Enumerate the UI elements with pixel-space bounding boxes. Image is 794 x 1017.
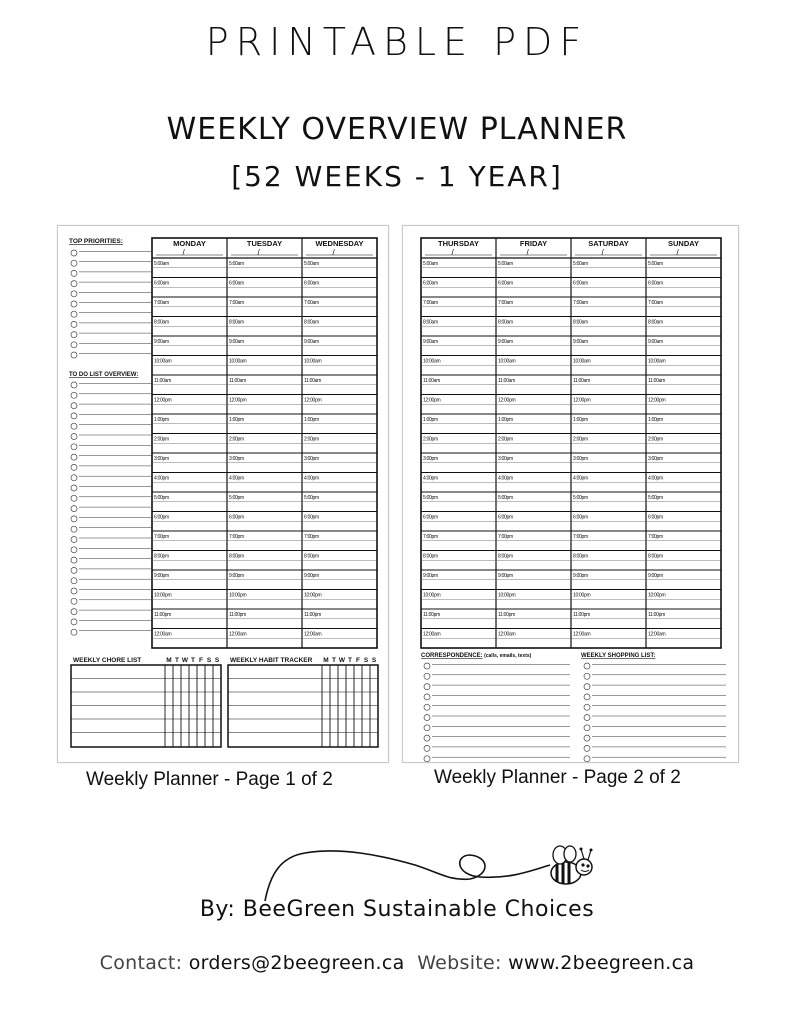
day-header: WEDNESDAY	[315, 239, 364, 248]
hour-label: 3:00pm	[648, 456, 663, 462]
checkbox-circle	[71, 485, 77, 491]
weekday-letter: S	[363, 657, 369, 664]
hour-label: 7:00am	[154, 300, 169, 306]
hour-label: 6:00am	[498, 280, 513, 287]
bee-icon	[551, 846, 593, 884]
checkbox-circle	[71, 250, 77, 256]
hour-label: 7:00pm	[154, 534, 169, 540]
hour-label: 2:00pm	[154, 436, 169, 443]
checkbox-circle	[71, 495, 77, 501]
hour-label: 5:00pm	[154, 495, 169, 501]
weekday-letter: T	[175, 657, 179, 664]
checkbox-circle	[71, 403, 77, 409]
day-header: SATURDAY	[588, 239, 629, 248]
checkbox-circle	[424, 663, 430, 669]
hour-label: 8:00pm	[229, 553, 244, 560]
hour-label: 11:00am	[304, 378, 321, 384]
hour-label: 12:00pm	[423, 397, 441, 404]
planner-title: WEEKLY OVERVIEW PLANNER	[166, 112, 628, 147]
hour-label: 10:00pm	[648, 592, 666, 599]
hour-label: 11:00pm	[498, 612, 515, 618]
weekday-letter: M	[323, 657, 329, 664]
checkbox-circle	[584, 756, 590, 762]
hour-label: 3:00pm	[229, 456, 244, 462]
hour-label: 2:00pm	[573, 436, 588, 443]
hour-label: 10:00am	[498, 358, 516, 365]
top-priorities-label: TOP PRIORITIES:	[69, 238, 123, 245]
date-slash: /	[601, 248, 604, 257]
hour-label: 1:00pm	[304, 417, 319, 423]
hour-label: 8:00am	[229, 319, 244, 326]
hour-label: 12:00am	[304, 631, 322, 638]
hour-label: 5:00pm	[304, 495, 319, 501]
habit-tracker-label: WEEKLY HABIT TRACKER	[230, 657, 313, 664]
weekday-letter: M	[166, 657, 172, 664]
hour-label: 8:00am	[154, 319, 169, 326]
day-header: THURSDAY	[438, 239, 479, 248]
hour-label: 6:00pm	[648, 514, 663, 521]
checkbox-circle	[424, 684, 430, 690]
hour-label: 1:00pm	[498, 417, 513, 423]
hour-label: 11:00am	[573, 378, 590, 384]
hour-label: 5:00am	[229, 261, 244, 267]
checkbox-circle	[71, 588, 77, 594]
weekday-letter: W	[181, 657, 189, 664]
hour-label: 8:00pm	[498, 553, 513, 560]
checkbox-circle	[584, 704, 590, 710]
hour-label: 6:00am	[154, 280, 169, 287]
hour-label: 6:00am	[423, 280, 438, 287]
checkbox-circle	[424, 704, 430, 710]
hour-label: 10:00pm	[423, 592, 441, 599]
checkbox-circle	[71, 332, 77, 338]
hour-label: 11:00pm	[648, 612, 665, 618]
checkbox-circle	[584, 735, 590, 741]
hour-label: 7:00pm	[498, 534, 513, 540]
checkbox-circle	[584, 745, 590, 751]
hour-label: 10:00pm	[154, 592, 172, 599]
hour-label: 7:00am	[498, 300, 513, 306]
hour-label: 6:00am	[229, 280, 244, 287]
hour-label: 10:00pm	[573, 592, 591, 599]
checkbox-circle	[71, 382, 77, 388]
hour-label: 5:00pm	[229, 495, 244, 501]
day-header: FRIDAY	[519, 239, 548, 248]
checkbox-circle	[584, 715, 590, 721]
hour-label: 6:00pm	[498, 514, 513, 521]
hour-label: 9:00pm	[423, 573, 438, 579]
hour-label: 8:00pm	[648, 553, 663, 560]
hour-label: 6:00am	[304, 280, 319, 287]
byline-name: BeeGreen Sustainable Choices	[242, 897, 595, 922]
checkbox-circle	[71, 464, 77, 470]
hour-label: 11:00pm	[229, 612, 246, 618]
hour-label: 5:00am	[423, 261, 438, 267]
hour-label: 11:00am	[648, 378, 665, 384]
hour-label: 10:00am	[573, 358, 591, 365]
hour-label: 11:00am	[423, 378, 440, 384]
checkbox-circle	[71, 475, 77, 481]
hour-label: 9:00pm	[229, 573, 244, 579]
hour-label: 11:00am	[229, 378, 246, 384]
checkbox-circle	[424, 735, 430, 741]
hour-label: 8:00am	[304, 319, 319, 326]
checkbox-circle	[71, 352, 77, 358]
checkbox-circle	[71, 423, 77, 429]
hour-label: 6:00pm	[573, 514, 588, 521]
checkbox-circle	[71, 578, 77, 584]
hour-label: 10:00am	[154, 358, 172, 365]
checkbox-circle	[71, 537, 77, 543]
page-1-caption: Weekly Planner - Page 1 of 2	[86, 769, 333, 790]
checkbox-circle	[71, 598, 77, 604]
hour-label: 3:00pm	[304, 456, 319, 462]
hour-label: 8:00am	[573, 319, 588, 326]
hour-label: 10:00pm	[498, 592, 516, 599]
hour-label: 6:00pm	[304, 514, 319, 521]
hour-label: 8:00am	[498, 319, 513, 326]
hour-label: 12:00am	[154, 631, 172, 638]
hour-label: 10:00am	[648, 358, 666, 365]
weekday-letter: T	[191, 657, 195, 664]
checkbox-circle	[71, 413, 77, 419]
hour-label: 11:00pm	[573, 612, 590, 618]
date-slash: /	[332, 248, 335, 257]
hour-label: 4:00pm	[229, 475, 244, 482]
hour-label: 12:00pm	[498, 397, 516, 404]
hour-label: 3:00pm	[423, 456, 438, 462]
hour-label: 7:00am	[423, 300, 438, 306]
hour-label: 10:00am	[229, 358, 247, 365]
hour-label: 10:00pm	[229, 592, 247, 599]
checkbox-circle	[71, 270, 77, 276]
hour-label: 10:00am	[423, 358, 441, 365]
hour-label: 4:00pm	[573, 475, 588, 482]
correspondence-label	[421, 653, 532, 659]
checkbox-circle	[71, 434, 77, 440]
hour-label: 9:00pm	[573, 573, 588, 579]
checkbox-circle	[71, 301, 77, 307]
hour-label: 12:00pm	[154, 397, 172, 404]
checkbox-circle	[71, 311, 77, 317]
hour-label: 1:00pm	[648, 417, 663, 423]
byline-prefix: By:	[199, 897, 236, 922]
hour-label: 1:00pm	[573, 417, 588, 423]
planner-page-1-grid	[58, 226, 388, 762]
contact-line	[0, 952, 794, 974]
page-2-caption: Weekly Planner - Page 2 of 2	[434, 767, 681, 788]
hour-label: 7:00am	[648, 300, 663, 306]
hour-label: 7:00pm	[648, 534, 663, 540]
hour-label: 9:00pm	[304, 573, 319, 579]
hour-label: 2:00pm	[498, 436, 513, 443]
hour-label: 9:00am	[423, 339, 438, 345]
bee-flight-path-icon	[250, 835, 610, 905]
hour-label: 5:00am	[304, 261, 319, 267]
weekday-letter: F	[199, 657, 203, 664]
hour-label: 12:00am	[648, 631, 666, 638]
hour-label: 6:00pm	[229, 514, 244, 521]
hour-label: 5:00am	[498, 261, 513, 267]
day-header: MONDAY	[173, 239, 206, 248]
hour-label: 5:00am	[648, 261, 663, 267]
checkbox-circle	[71, 609, 77, 615]
hour-label: 2:00pm	[229, 436, 244, 443]
website-url: www.2beegreen.ca	[508, 952, 695, 974]
hour-label: 5:00pm	[423, 495, 438, 501]
date-slash: /	[257, 248, 260, 257]
hour-label: 3:00pm	[498, 456, 513, 462]
checkbox-circle	[424, 745, 430, 751]
hour-label: 3:00pm	[154, 456, 169, 462]
todo-list-label: TO DO LIST OVERVIEW:	[69, 372, 139, 378]
hour-label: 12:00pm	[573, 397, 591, 404]
hour-label: 7:00am	[304, 300, 319, 306]
day-grid-frame	[152, 238, 377, 648]
hour-label: 1:00pm	[229, 417, 244, 423]
date-slash: /	[526, 248, 529, 257]
checkbox-circle	[424, 756, 430, 762]
hour-label: 9:00am	[154, 339, 169, 345]
byline	[0, 897, 794, 922]
contact-label: Contact:	[99, 952, 183, 974]
date-slash: /	[451, 248, 454, 257]
hour-label: 2:00pm	[648, 436, 663, 443]
hour-label: 6:00am	[648, 280, 663, 287]
hour-label: 7:00pm	[573, 534, 588, 540]
day-header: SUNDAY	[668, 239, 699, 248]
hour-label: 4:00pm	[423, 475, 438, 482]
weekday-letter: T	[348, 657, 352, 664]
checkbox-circle	[424, 715, 430, 721]
checkbox-circle	[71, 506, 77, 512]
hour-label: 9:00am	[304, 339, 319, 345]
hour-label: 7:00am	[573, 300, 588, 306]
checkbox-circle	[584, 684, 590, 690]
chore-list-label: WEEKLY CHORE LIST	[73, 657, 142, 664]
checkbox-circle	[71, 516, 77, 522]
hour-label: 9:00pm	[648, 573, 663, 579]
hour-label: 8:00pm	[154, 553, 169, 560]
hour-label: 11:00pm	[154, 612, 171, 618]
hour-label: 10:00pm	[304, 592, 322, 599]
hour-label: 8:00pm	[304, 553, 319, 560]
weekday-letter: S	[371, 657, 377, 664]
hour-label: 9:00am	[648, 339, 663, 345]
checkbox-circle	[71, 291, 77, 297]
hour-label: 4:00pm	[648, 475, 663, 482]
hour-label: 7:00pm	[423, 534, 438, 540]
hour-label: 6:00pm	[154, 514, 169, 521]
contact-email: orders@2beegreen.ca	[188, 952, 405, 974]
checkbox-circle	[71, 260, 77, 266]
checkbox-circle	[71, 557, 77, 563]
day-header: TUESDAY	[246, 239, 283, 248]
hour-label: 12:00am	[498, 631, 516, 638]
hour-label: 11:00am	[498, 378, 515, 384]
hour-label: 2:00pm	[304, 436, 319, 443]
checkbox-circle	[71, 321, 77, 327]
hour-label: 9:00am	[229, 339, 244, 345]
hour-label: 6:00am	[573, 280, 588, 287]
weekday-letter: S	[206, 657, 212, 664]
hour-label: 12:00am	[423, 631, 441, 638]
hour-label: 8:00pm	[573, 553, 588, 560]
hour-label: 5:00am	[154, 261, 169, 267]
weekday-letter: F	[356, 657, 360, 664]
checkbox-circle	[424, 673, 430, 679]
website-label: Website:	[417, 952, 502, 974]
hour-label: 11:00pm	[304, 612, 321, 618]
hour-label: 8:00am	[648, 319, 663, 326]
hour-label: 12:00am	[573, 631, 591, 638]
checkbox-circle	[424, 725, 430, 731]
hour-label: 2:00pm	[423, 436, 438, 443]
planner-page-2	[402, 225, 739, 763]
hour-label: 9:00pm	[498, 573, 513, 579]
hour-label: 5:00am	[573, 261, 588, 267]
hour-label: 5:00pm	[648, 495, 663, 501]
hour-label: 5:00pm	[573, 495, 588, 501]
hour-label: 4:00pm	[154, 475, 169, 482]
hour-label: 8:00pm	[423, 553, 438, 560]
checkbox-circle	[71, 281, 77, 287]
checkbox-circle	[71, 392, 77, 398]
hour-label: 4:00pm	[304, 475, 319, 482]
planner-duration: [52 WEEKS - 1 YEAR]	[231, 160, 563, 193]
hour-label: 1:00pm	[154, 417, 169, 423]
hour-label: 11:00am	[154, 378, 171, 384]
hour-label: 5:00pm	[498, 495, 513, 501]
checkbox-circle	[584, 725, 590, 731]
weekday-letter: S	[214, 657, 220, 664]
checkbox-circle	[71, 526, 77, 532]
checkbox-circle	[71, 547, 77, 553]
hour-label: 1:00pm	[423, 417, 438, 423]
tracker-frame	[71, 665, 221, 747]
checkbox-circle	[71, 454, 77, 460]
tracker-frame	[228, 665, 378, 747]
checkbox-circle	[424, 694, 430, 700]
weekday-letter: W	[338, 657, 346, 664]
checkbox-circle	[584, 663, 590, 669]
checkbox-circle	[71, 342, 77, 348]
date-slash: /	[182, 248, 185, 257]
hour-label: 7:00pm	[304, 534, 319, 540]
hour-label: 3:00pm	[573, 456, 588, 462]
hour-label: 9:00am	[573, 339, 588, 345]
shopping-list-label: WEEKLY SHOPPING LIST:	[581, 653, 656, 659]
checkbox-circle	[71, 619, 77, 625]
hour-label: 9:00am	[498, 339, 513, 345]
date-slash: /	[676, 248, 679, 257]
hour-label: 7:00am	[229, 300, 244, 306]
hour-label: 12:00pm	[229, 397, 247, 404]
checkbox-circle	[584, 694, 590, 700]
checkbox-circle	[584, 673, 590, 679]
hour-label: 7:00pm	[229, 534, 244, 540]
hour-label: 10:00am	[304, 358, 322, 365]
hour-label: 11:00pm	[423, 612, 440, 618]
planner-page-1	[57, 225, 389, 763]
checkbox-circle	[71, 444, 77, 450]
hour-label: 9:00pm	[154, 573, 169, 579]
planner-page-2-grid	[403, 226, 738, 762]
hour-label: 4:00pm	[498, 475, 513, 482]
hour-label: 6:00pm	[423, 514, 438, 521]
hour-label: 12:00am	[229, 631, 247, 638]
checkbox-circle	[71, 629, 77, 635]
weekday-letter: T	[332, 657, 336, 664]
page-title: PRINTABLE PDF	[205, 20, 589, 64]
checkbox-circle	[71, 567, 77, 573]
correspondence-note: (calls, emails, texts)	[482, 653, 532, 659]
hour-label: 12:00pm	[304, 397, 322, 404]
correspondence-title: CORRESPONDENCE:	[421, 653, 483, 659]
hour-label: 12:00pm	[648, 397, 666, 404]
hour-label: 8:00am	[423, 319, 438, 326]
